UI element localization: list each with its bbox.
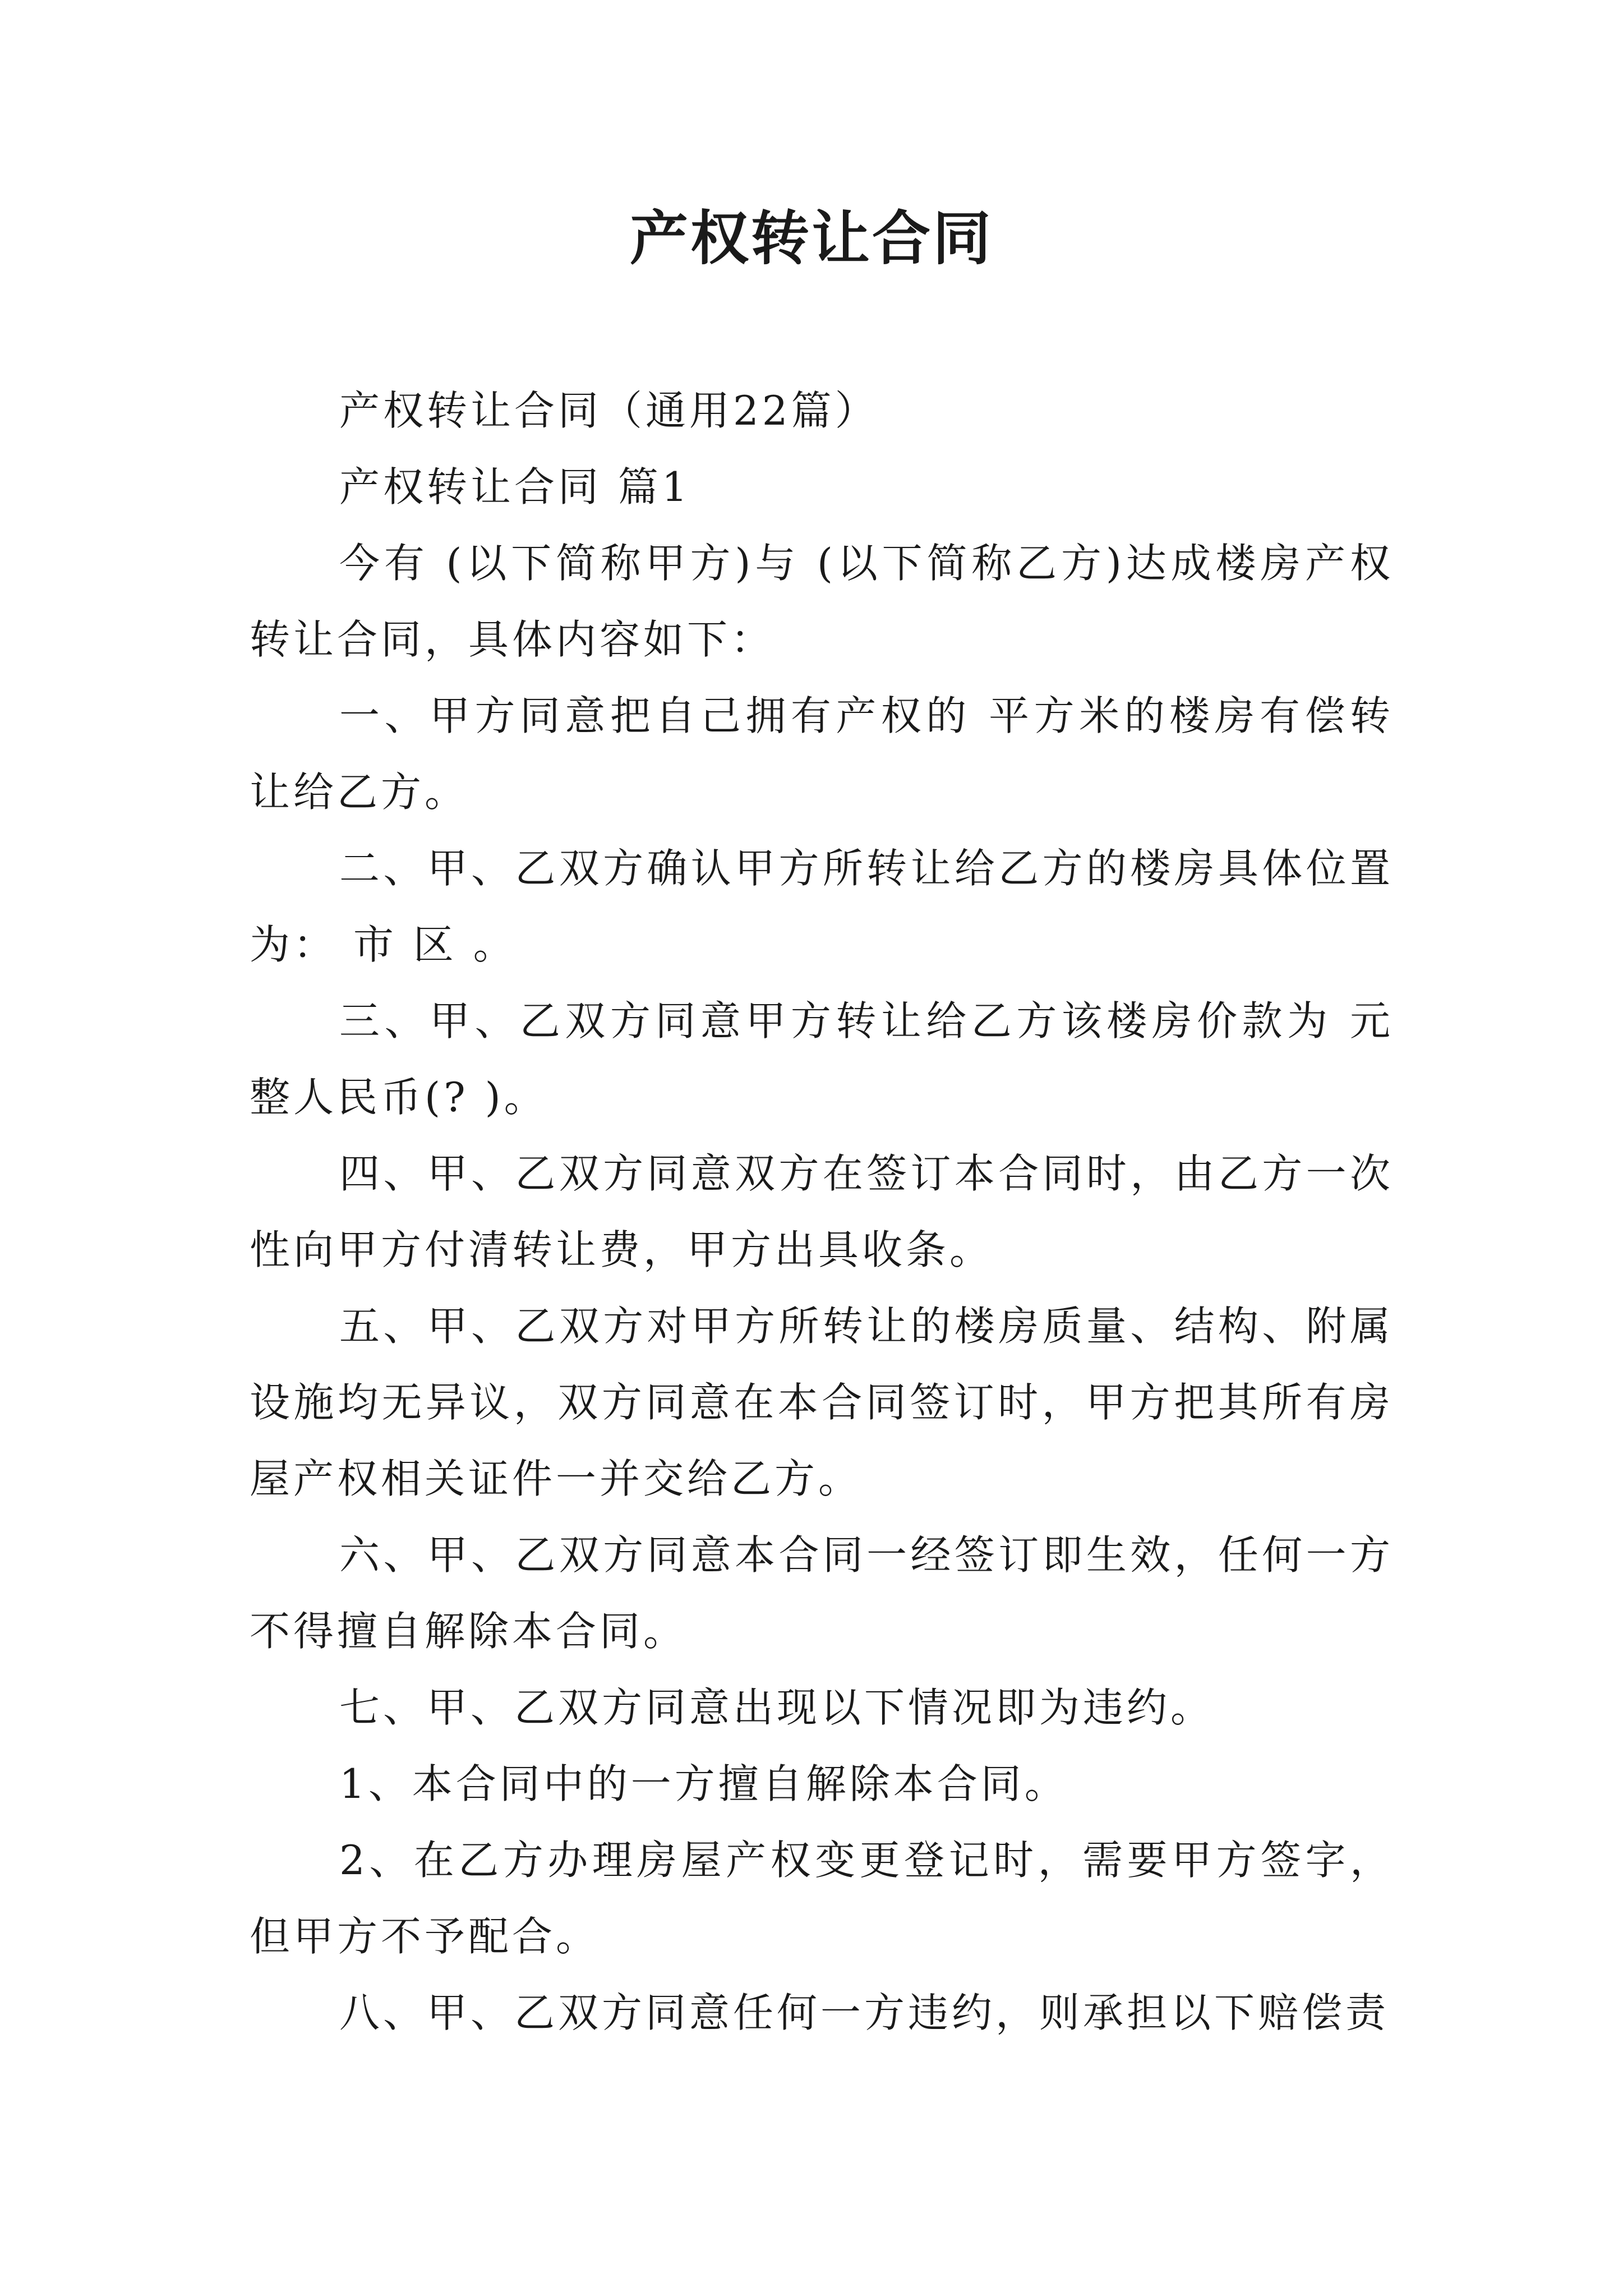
paragraph-clause-8: 八、甲、乙双方同意任何一方违约，则承担以下赔偿责 xyxy=(339,1989,1390,2036)
paragraph-clause-6: 六、甲、乙双方同意本合同一经签订即生效，任何一方不得擅自解除本合同。 xyxy=(250,1531,1394,1655)
paragraph-clause-2: 二、甲、乙双方确认甲方所转让给乙方的楼房具体位置为： 市 区 。 xyxy=(250,845,1394,968)
paragraph-clause-7-item-2: 2、在乙方办理房屋产权变更登记时，需要甲方签字，但甲方不予配合。 xyxy=(250,1837,1394,1960)
paragraph-subtitle: 产权转让合同（通用22篇） xyxy=(339,387,879,434)
document-title: 产权转让合同 xyxy=(629,204,993,273)
document-body xyxy=(250,372,1394,2051)
paragraph-clause-4: 四、甲、乙双方同意双方在签订本合同时，由乙方一次性向甲方付清转让费，甲方出具收条。 xyxy=(250,1150,1394,1273)
paragraph-section-heading: 产权转让合同 篇1 xyxy=(339,463,691,510)
paragraph-intro: 今有 (以下简称甲方)与 (以下简称乙方)达成楼房产权转让合同，具体内容如下： xyxy=(250,540,1394,663)
paragraph-clause-7: 七、甲、乙双方同意出现以下情况即为违约。 xyxy=(339,1684,1215,1731)
paragraph-clause-7-item-1: 1、本合同中的一方擅自解除本合同。 xyxy=(339,1760,1068,1807)
paragraph-clause-1: 一、甲方同意把自己拥有产权的 平方米的楼房有偿转让给乙方。 xyxy=(250,692,1394,816)
paragraph-clause-5: 五、甲、乙双方对甲方所转让的楼房质量、结构、附属设施均无异议，双方同意在本合同签订时，甲方把其所有房屋产权相关证件一并交给乙方。 xyxy=(250,1303,1394,1502)
paragraph-clause-3: 三、甲、乙双方同意甲方转让给乙方该楼房价款为 元整人民币(? )。 xyxy=(250,997,1394,1121)
